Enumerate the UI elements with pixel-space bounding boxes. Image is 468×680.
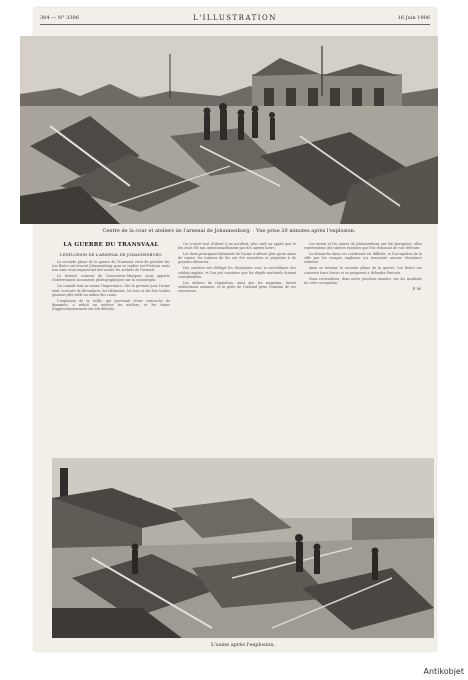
arsenal-ruins-photo [20, 36, 438, 224]
article-signature: F. M. [412, 285, 422, 291]
paragraph: La démarche dans ces conditions est difficile, et l'occupation de la ville par les troupes anglaises n'a rencontré aucune résistance sérieuse. [304, 252, 422, 265]
article-subtitle: L'EXPLOSION DE L'ARSENAL DE JOHANNESBURG. [59, 252, 163, 257]
factory-ruins-photo [52, 458, 434, 638]
article-column-2 [178, 242, 296, 452]
bottom-photo-caption: L'usine après l'explosion. [210, 642, 276, 648]
page-number: 384 — N° 3306 [40, 15, 79, 21]
masthead: L'ILLUSTRATION [193, 14, 277, 22]
article-title: LA GUERRE DU TRANSVAAL [63, 242, 159, 248]
paragraph: Des ouvriers ont déblayé les décombres sous la surveillance des soldats anglais, et l'on put constater que les dégâts matériels étaient considérables. [178, 266, 296, 279]
paragraph: On connaît tout au moins l'importance. Dès le premier jour, l'usine était couverte de décombres; les bâtiments, les bois et les fers tordus gisaient pêle-mêle au milieu des cours. [52, 284, 170, 297]
article-column-1 [52, 242, 170, 452]
top-photo-caption: Centre de la cour et ateliers de l'arsenal de Johannesburg. - Vue prise 20 minutes après l'explosion. [102, 228, 356, 234]
issue-date: 16 Juin 1906 [397, 15, 430, 21]
paragraph: La seconde phase de la guerre du Transvaal vient de prendre fin. Les Boërs ont évacué Johannesburg pour se replier sur Pretoria, mais non sans avoir auparavant fait sauter les ateliers de l'arsenal. [52, 260, 170, 273]
paragraph: Les deux principaux bâtiments de l'usine n'offrent plus qu'un amas de ruines; les toitures de fer ont été arrachées et projetées à de grandes distances. [178, 252, 296, 265]
article-column-3 [304, 242, 422, 452]
paragraph: L'explosion de la veille, qui provenait d'une cartouche de dynamite, a réduit en miettes les ateliers, et les trains d'approvisionnement ont été détruits. [52, 298, 170, 311]
paragraph: Le dernier courrier du Gouverneur-Marquez nous apporte d'intéressants documents photographiques sur la catastrophe. [52, 274, 170, 283]
paragraph: Nous reviendrons, dans notre prochain numéro, sur les incidents de cette occupation. [304, 276, 422, 285]
page-header [40, 12, 430, 25]
paragraph: Ainsi se termine la seconde phase de la guerre. Les Boërs ont conservé leurs forces et se préparent à défendre Pretoria. [304, 266, 422, 275]
paragraph: On croyait tout d'abord à un accident; plus tard on apprit que le feu avait été mis intentionnellement par des agents boërs. [178, 242, 296, 251]
seller-watermark: Antikobjet [423, 667, 464, 676]
paragraph: Les ateliers de réparation, ainsi que les magasins, furent entièrement anéantis, et la perte de l'arsenal prive l'ennemi de ses ressources. [178, 280, 296, 293]
paragraph: Les mines et les usines de Johannesburg ont été épargnées; elles représentent des valeurs énormes que l'on redoutait de voir détruire. [304, 242, 422, 251]
